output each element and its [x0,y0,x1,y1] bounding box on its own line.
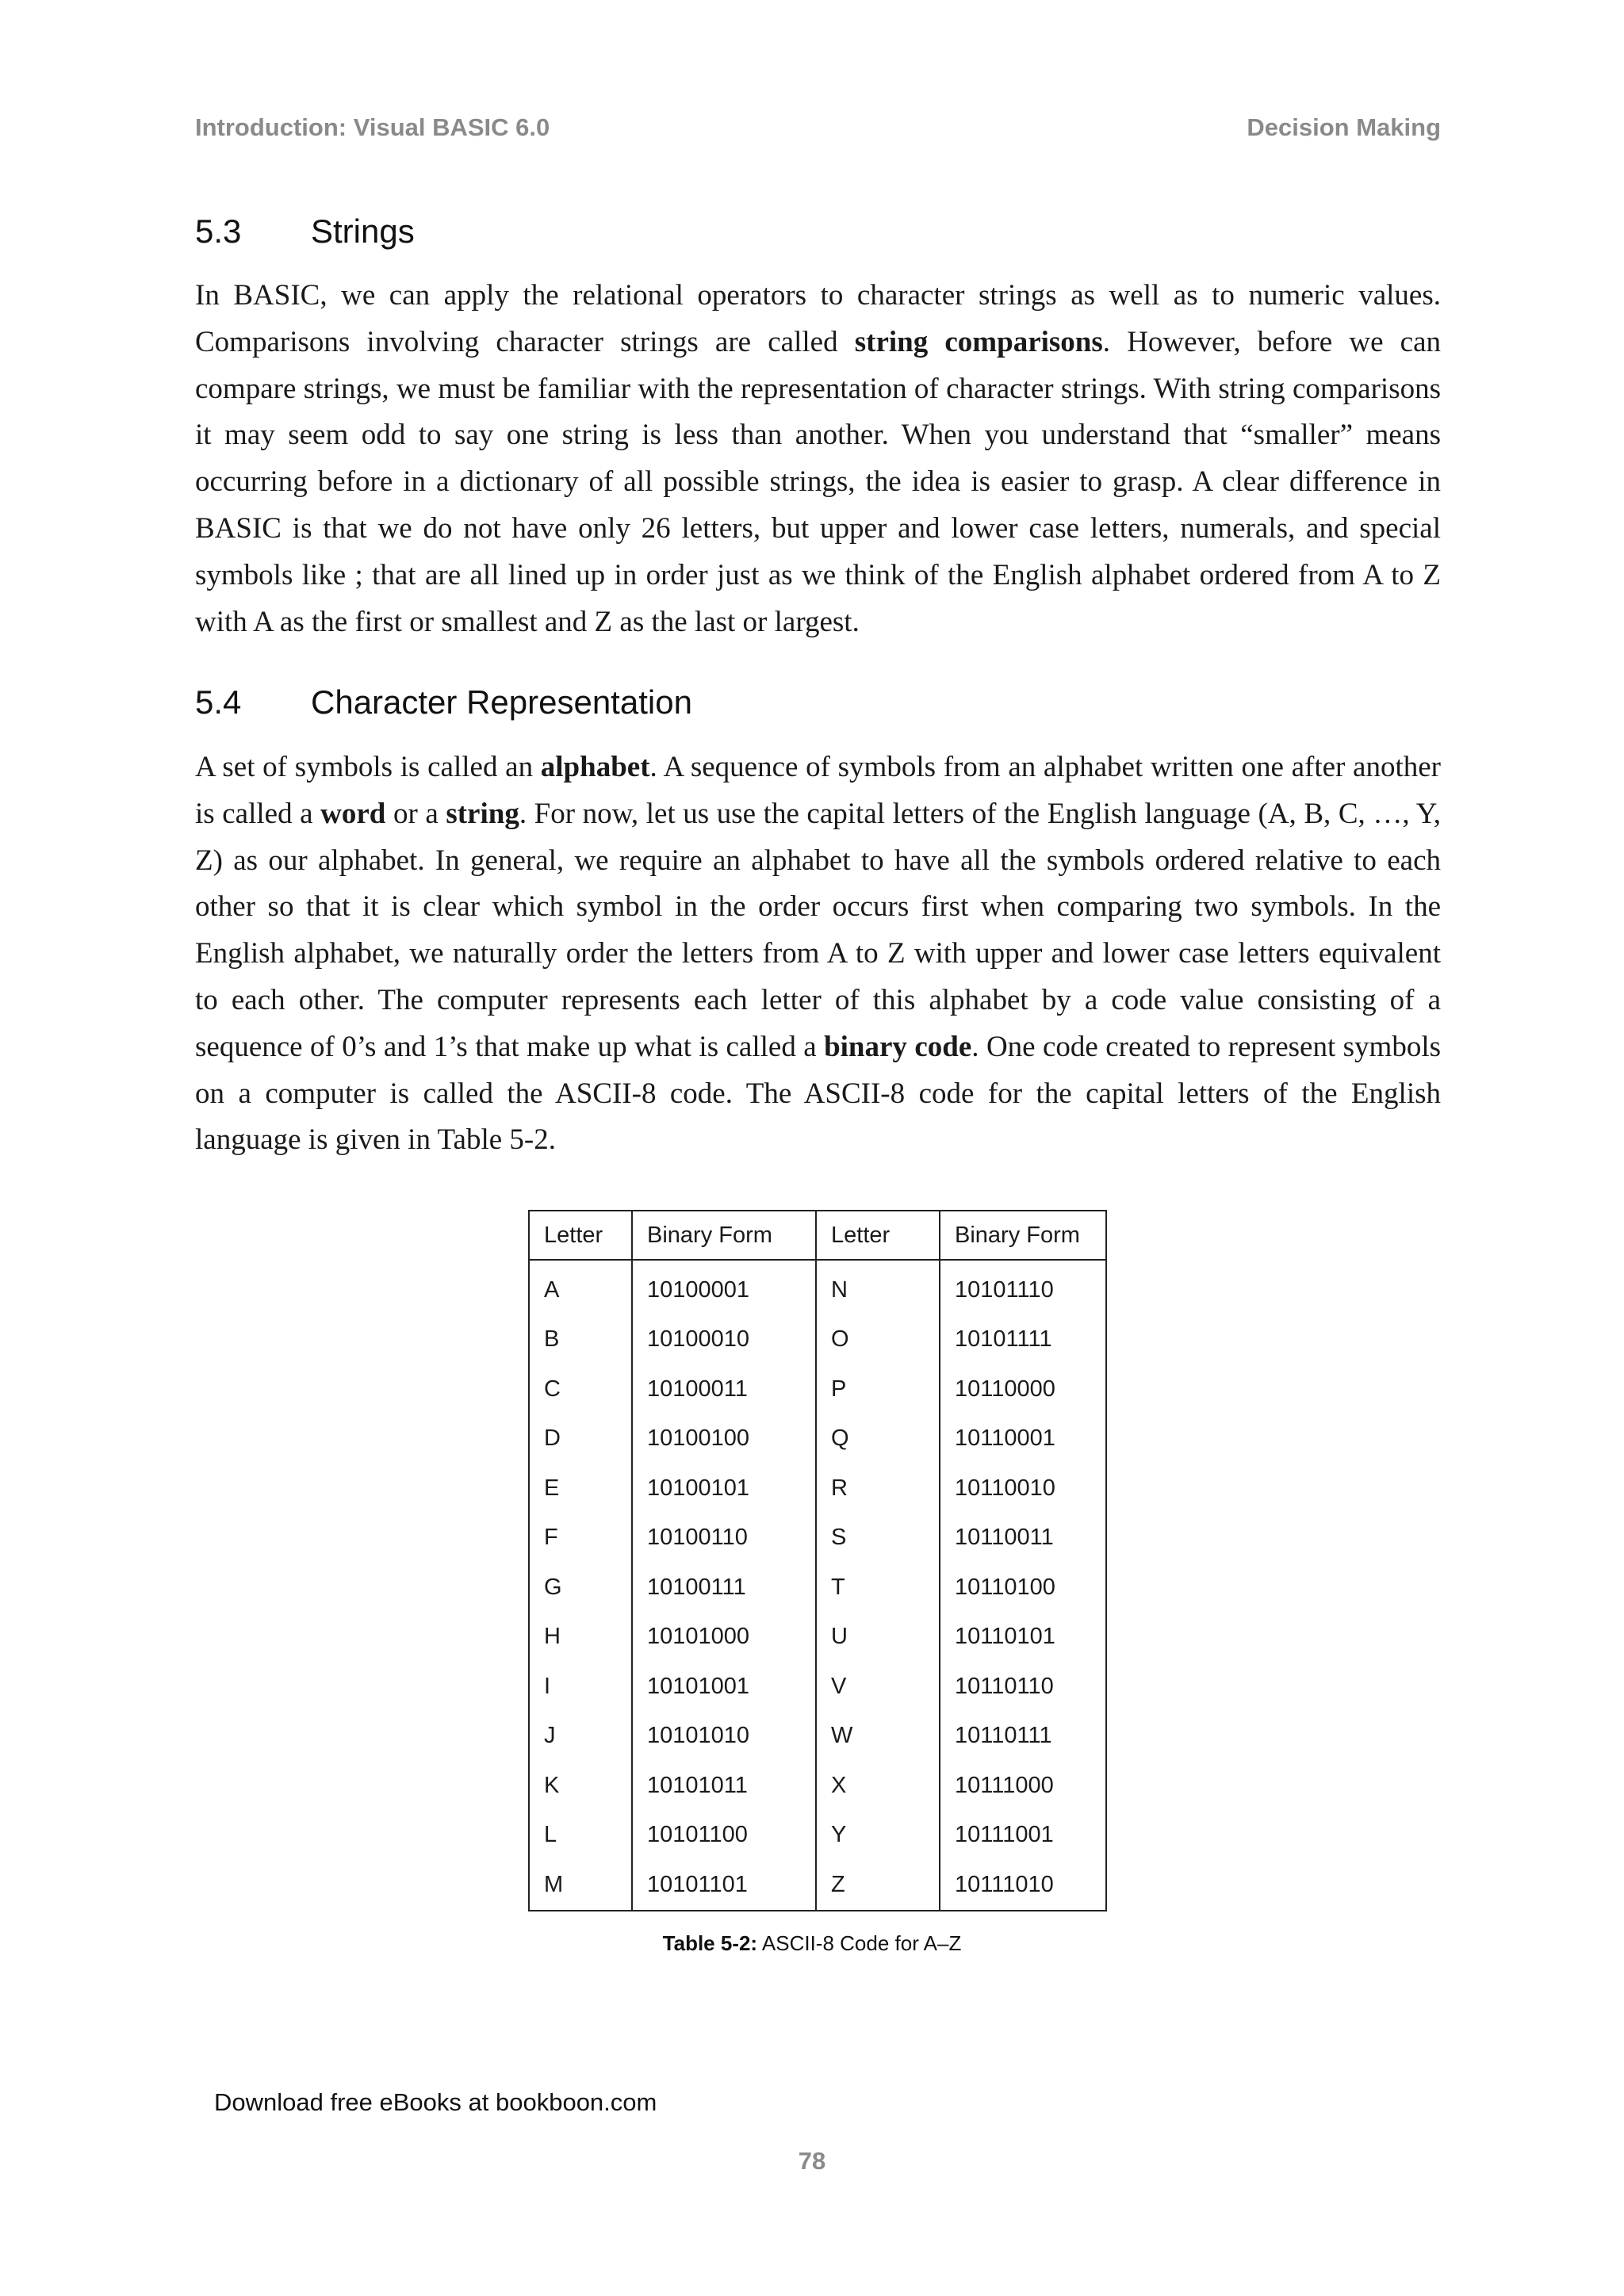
cell-binary-form: 10110110 [955,1673,1054,1699]
cell-binary-form: 10100001 [632,1260,816,1315]
caption-label: Table 5-2: [662,1931,758,1955]
cell-binary-form: 10101101 [632,1860,816,1911]
cell-letter: H [529,1613,632,1663]
cell-letter: G [529,1563,632,1613]
paragraph-text: In BASIC, we can apply the relational operators to character strings as well as to numeric values. Comparisons involving character strings are called [195,279,1441,358]
bold-term-word: word [320,797,386,830]
column-header-binary-form: Binary Form [940,1211,1106,1260]
cell-binary-form: 10101100 [632,1811,816,1861]
cell-binary-form: 10110010 [955,1475,1055,1501]
paragraph-text: . A sequence of symbols from an alphabet written one after another is called a [195,751,1441,830]
cell-letter: L [529,1811,632,1861]
cell-letter: V [816,1662,940,1712]
cell-letter: U [816,1613,940,1663]
page-number: 78 [798,2147,826,2175]
cell-letter: S [816,1513,940,1563]
cell-binary-form: 10101111 [955,1326,1052,1353]
cell-letter: I [529,1662,632,1712]
cell-binary-form: 10110011 [955,1525,1054,1551]
cell-binary-form: 10100100 [632,1414,816,1464]
cell-letter: W [816,1712,940,1762]
cell-binary-form: 10111000 [955,1772,1054,1798]
cell-binary-form: 10100110 [632,1513,816,1563]
cell-letter: Y [816,1811,940,1861]
cell-binary-form: 10101110 [955,1276,1054,1303]
table-row [529,1860,1106,1911]
cell-letter: O [816,1315,940,1365]
cell-letter: Q [816,1414,940,1464]
cell-letter: M [529,1860,632,1911]
table-row [529,1260,1106,1315]
table-row [529,1464,1106,1513]
cell-binary-form: 10110101 [955,1624,1055,1650]
paragraph-text: A set of symbols is called an [195,751,541,783]
cell-letter: P [816,1364,940,1414]
cell-letter: B [529,1315,632,1365]
table-row [529,1712,1106,1762]
table-caption [0,1931,1624,1956]
cell-letter: R [816,1464,940,1513]
paragraph-text: . One code created to represent symbols on a computer is called the ASCII-8 code. The ASCII-8 code for the capital letters of the English language is given in Table 5-2. [195,1030,1441,1157]
paragraph-text: or a [385,797,446,830]
column-header-binary-form: Binary Form [632,1211,816,1260]
section-number: 5.3 [195,212,242,250]
cell-letter: J [529,1712,632,1762]
table-row [529,1513,1106,1563]
cell-binary-form: 10111001 [955,1822,1054,1848]
cell-letter: E [529,1464,632,1513]
cell-binary-form: 10100101 [632,1464,816,1513]
bold-term-binary-code: binary code [824,1030,972,1063]
bold-term-string: string [446,797,519,830]
paragraph-strings [195,273,1441,645]
ascii-code-table [528,1210,1107,1911]
table-row [529,1662,1106,1712]
cell-binary-form: 10110100 [955,1574,1055,1600]
paragraph-text: . For now, let us use the capital letters of the English language (A, B, C, …, Y, Z) as our alphabet. In general, we require an alphabet to have all the symbols ordered relative to each other so that it is clear which symbol in the order occurs first when comparing two symbols. In the English alphabet, we naturally order the letters from A to Z with upper and lower case letters equivalent to each other. The computer represents each letter of this alphabet by a code value consisting of a sequence of 0’s and 1’s that make up what is called a [195,797,1441,1063]
column-header-letter: Letter [529,1211,632,1260]
table-row [529,1613,1106,1663]
section-heading-5-4 [195,683,692,721]
cell-binary-form: 10101010 [632,1712,816,1762]
table-row [529,1563,1106,1613]
bold-term-alphabet: alphabet [540,751,650,783]
section-heading-5-3 [195,212,415,251]
cell-binary-form: 10111010 [955,1871,1054,1897]
cell-binary-form: 10110000 [955,1376,1055,1402]
column-header-letter: Letter [816,1211,940,1260]
cell-letter: N [816,1260,940,1315]
caption-text: ASCII-8 Code for A–Z [757,1931,962,1955]
cell-binary-form: 10100111 [632,1563,816,1613]
cell-letter: K [529,1761,632,1811]
table-row [529,1315,1106,1365]
cell-letter: T [816,1563,940,1613]
cell-binary-form: 10101011 [632,1761,816,1811]
paragraph-character-representation [195,744,1441,1164]
section-title: Strings [311,212,415,250]
bold-term-string-comparisons: string comparisons [854,325,1103,358]
cell-binary-form: 10100011 [632,1364,816,1414]
cell-binary-form: 10110001 [955,1425,1055,1452]
table-row [529,1761,1106,1811]
cell-letter: D [529,1414,632,1464]
header-chapter-title: Decision Making [1247,113,1441,141]
cell-binary-form: 10100010 [632,1315,816,1365]
table-row [529,1811,1106,1861]
table-body [529,1260,1106,1911]
cell-binary-form: 10110111 [955,1723,1052,1749]
running-header [195,113,1441,142]
cell-letter: F [529,1513,632,1563]
cell-binary-form: 10101001 [632,1662,816,1712]
download-link[interactable]: Download free eBooks at bookboon.com [214,2088,657,2116]
section-number: 5.4 [195,683,242,721]
cell-letter: A [529,1260,632,1315]
paragraph-text: . However, before we can compare strings, we must be familiar with the representation of character strings. With string comparisons it may seem odd to say one string is less than another. When you understand that “smaller” means occurring before in a dictionary of all possible strings, the idea is easier to grasp. A clear difference in BASIC is that we do not have only 26 letters, but upper and lower case letters, numerals, and special symbols like ; that are all lined up in order just as we think of the English alphabet ordered from A to Z with A as the first or smallest and Z as the last or largest. [195,325,1441,638]
section-title: Character Representation [311,683,692,721]
table-header-row [529,1211,1106,1260]
cell-letter: Z [816,1860,940,1911]
cell-letter: X [816,1761,940,1811]
header-book-title: Introduction: Visual BASIC 6.0 [195,113,550,141]
cell-binary-form: 10101000 [632,1613,816,1663]
table-row [529,1364,1106,1414]
table-row [529,1414,1106,1464]
cell-letter: C [529,1364,632,1414]
